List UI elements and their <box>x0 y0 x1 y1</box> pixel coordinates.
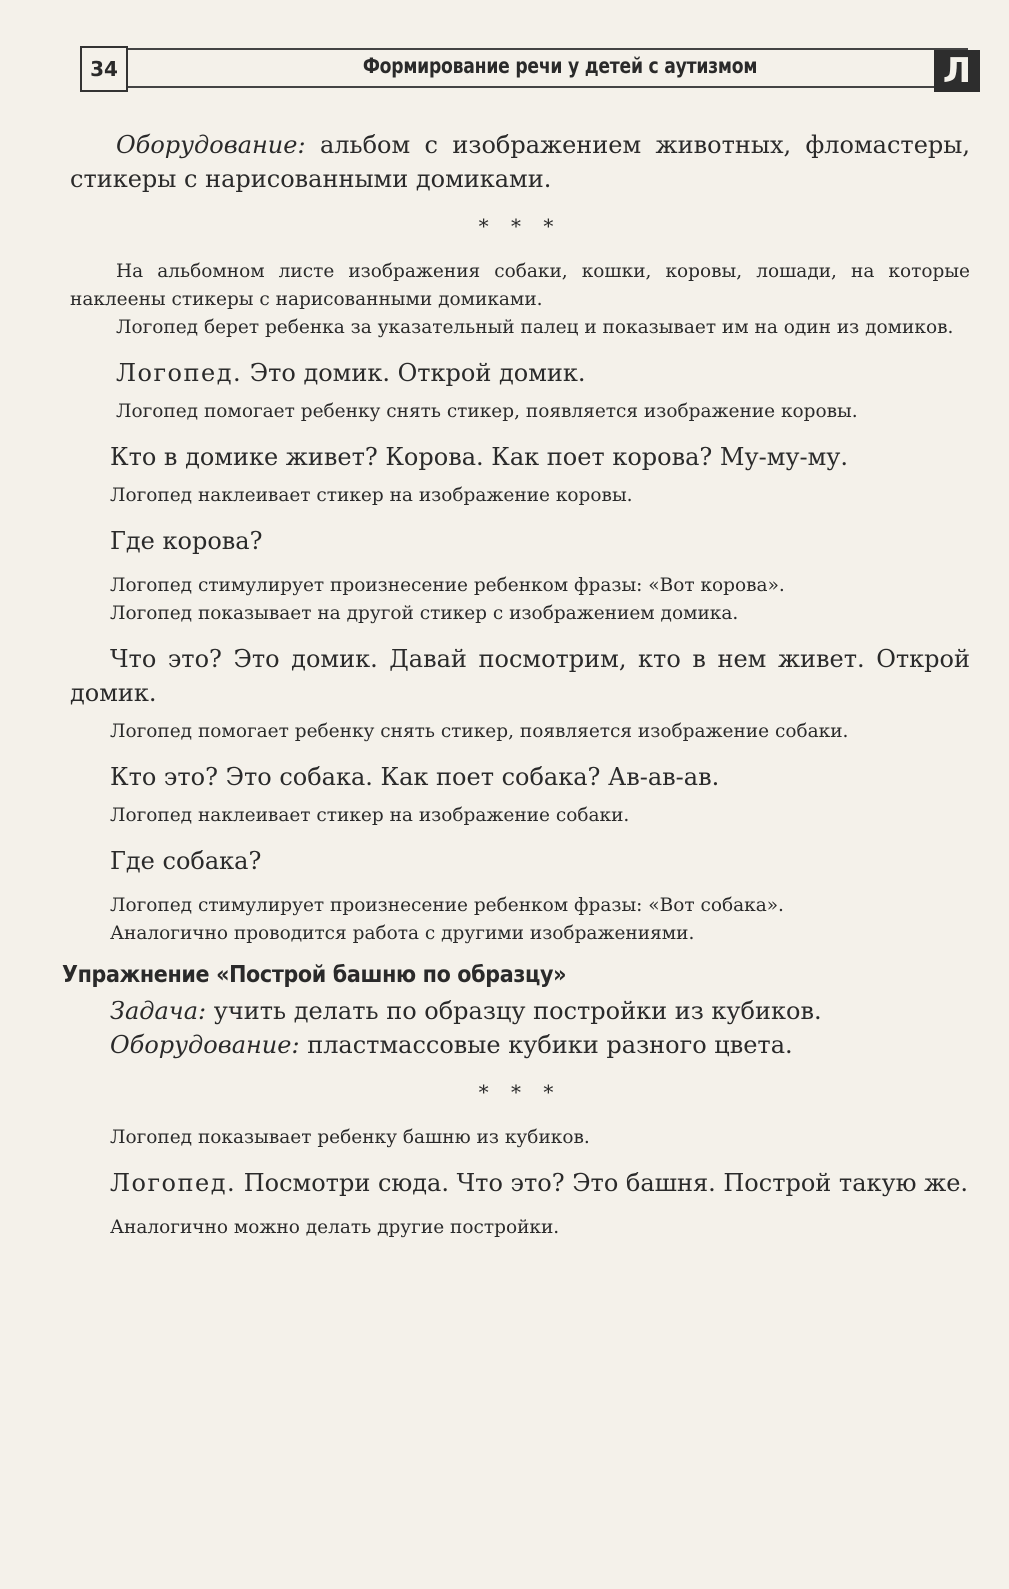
dialogue-line: Кто это? Это собака. Как поет собака? Ав-ав-ав. <box>110 763 720 791</box>
equipment-label: Оборудование: <box>110 1031 300 1059</box>
dialogue-line: Где корова? <box>110 527 263 555</box>
instruction-paragraph: На альбомном листе изображения собаки, кошки, коровы, лошади, на которые наклеены стикеры с нарисованными домиками. <box>70 261 970 310</box>
instruction-paragraph: Логопед наклеивает стикер на изображение коровы. <box>110 485 633 506</box>
speaker-label: Логопед. <box>116 359 243 387</box>
instruction-paragraph: Логопед берет ребенка за указательный палец и показывает им на один из домиков. <box>116 317 954 338</box>
task-text: учить делать по образцу постройки из кубиков. <box>206 997 822 1025</box>
header-rule-top <box>128 48 968 50</box>
page-header <box>80 46 980 94</box>
instruction-paragraph: Логопед стимулирует произнесение ребенком фразы: «Вот корова». <box>110 575 785 596</box>
dialogue-text: Посмотри сюда. Что это? Это башня. Построй такую же. <box>236 1169 969 1197</box>
instruction-paragraph: Логопед показывает ребенку башню из кубиков. <box>110 1127 590 1148</box>
instruction-paragraph: Логопед помогает ребенку снять стикер, появляется изображение коровы. <box>116 401 858 422</box>
dialogue-line <box>70 356 970 390</box>
page-body <box>62 128 970 1242</box>
task-paragraph <box>70 994 970 1028</box>
instruction-paragraph: Логопед показывает на другой стикер с изображением домика. <box>110 603 739 624</box>
equipment-label: Оборудование: <box>116 131 306 159</box>
dialogue-line: Кто в домике живет? Корова. Как поет корова? Му-му-му. <box>110 443 849 471</box>
publisher-logo: Л <box>934 50 980 92</box>
dialogue-text: Это домик. Открой домик. <box>242 359 586 387</box>
equipment-text: альбом с изображением животных, фломастеры, стикеры с нарисованными домиками. <box>70 131 970 193</box>
running-title: Формирование речи у детей с аутизмом <box>362 54 758 78</box>
page-number: 34 <box>80 46 128 92</box>
speaker-label: Логопед. <box>110 1169 237 1197</box>
instruction-paragraph: Логопед помогает ребенку снять стикер, появляется изображение собаки. <box>110 721 849 742</box>
exercise-heading: Упражнение «Построй башню по образцу» <box>62 962 567 988</box>
instruction-paragraph: Аналогично можно делать другие постройки. <box>110 1217 560 1238</box>
equipment-paragraph <box>70 1028 970 1062</box>
equipment-text: пластмассовые кубики разного цвета. <box>299 1031 793 1059</box>
dialogue-line: Где собака? <box>110 847 262 875</box>
dialogue-line: Что это? Это домик. Давай посмотрим, кто в нем живет. Открой домик. <box>70 645 970 707</box>
header-rule-bottom <box>128 86 968 88</box>
dialogue-line <box>70 1166 970 1200</box>
task-label: Задача: <box>110 997 207 1025</box>
instruction-paragraph: Аналогично проводится работа с другими изображениями. <box>110 923 695 944</box>
section-separator: * * * <box>478 214 562 238</box>
instruction-paragraph: Логопед стимулирует произнесение ребенком фразы: «Вот собака». <box>110 895 784 916</box>
equipment-paragraph <box>70 128 970 196</box>
instruction-paragraph: Логопед наклеивает стикер на изображение собаки. <box>110 805 630 826</box>
section-separator: * * * <box>478 1080 562 1104</box>
